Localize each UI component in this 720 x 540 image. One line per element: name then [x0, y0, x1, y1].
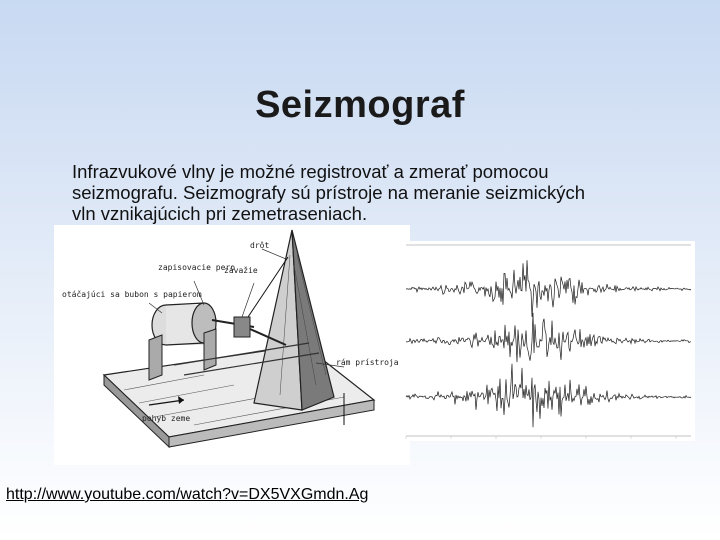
- label-frame: rám prístroja: [336, 358, 399, 367]
- label-ground-motion: pohyb zeme: [142, 414, 191, 423]
- label-wire: drôt: [250, 241, 270, 250]
- body-line-2: seizmografu. Seizmografy sú prístroje na meranie seizmických: [72, 182, 586, 203]
- slide-body-text: [72, 161, 672, 224]
- seismogram-image: [401, 241, 695, 441]
- seismograph-drawing: [54, 225, 410, 465]
- label-weight: závažie: [224, 266, 258, 275]
- label-pen: zapisovacie pero: [158, 263, 236, 272]
- seismogram-trace-3: [406, 364, 691, 428]
- seismogram-traces: [401, 241, 695, 441]
- body-line-1: Infrazvukové vlny je možné registrovať a zmerať pomocou: [72, 161, 549, 182]
- slide-title: Seizmograf: [255, 84, 465, 126]
- body-line-3: vln vznikajúcich pri zemetraseniach.: [72, 203, 368, 224]
- youtube-link[interactable]: http://www.youtube.com/watch?v=DX5VXGmdn.Ag: [6, 486, 369, 503]
- seismograph-diagram: [54, 225, 410, 465]
- label-drum: otáčajúci sa bubon s papierom: [62, 290, 202, 299]
- seismogram-trace-1: [406, 260, 691, 317]
- seismogram-trace-2: [406, 313, 691, 362]
